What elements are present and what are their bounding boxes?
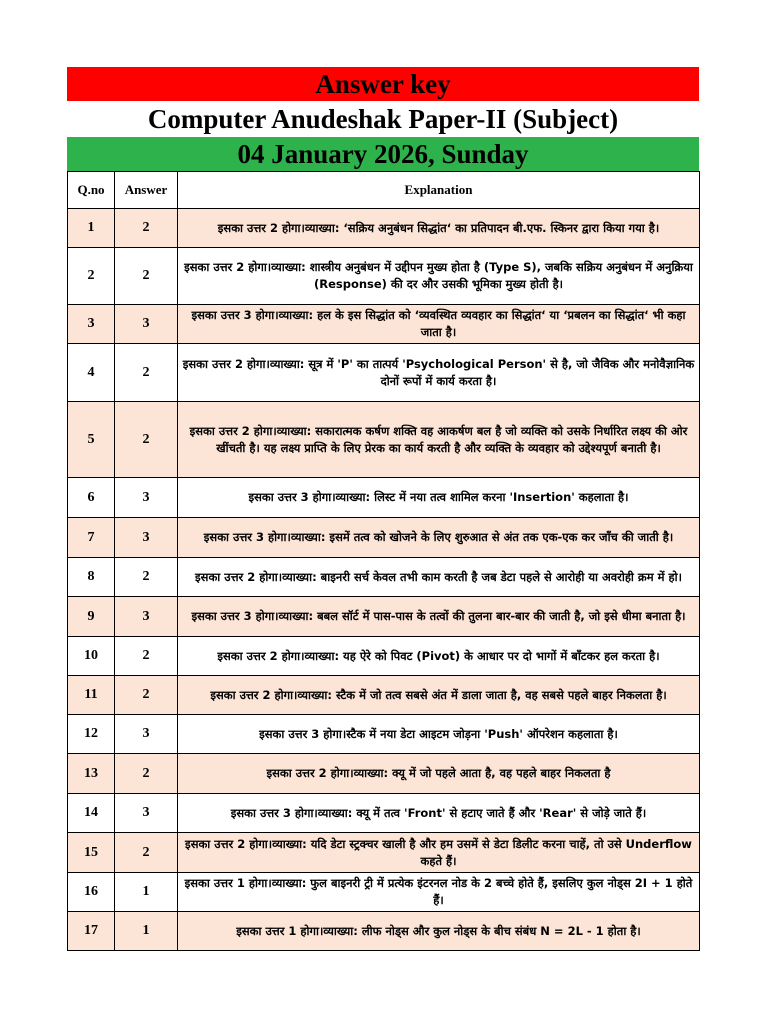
- answer-cell: 3: [115, 305, 178, 344]
- answer-cell: 2: [115, 248, 178, 305]
- explanation-cell: इसका उत्तर 1 होगा।व्याख्या: फुल बाइनरी ट्री में प्रत्येक इंटरनल नोड के 2 बच्चे होते हैं, इसलिए कुल नोड्स 2I + 1 होते हैं।: [178, 873, 700, 912]
- explanation-cell: इसका उत्तर 2 होगा।व्याख्या: ‘सक्रिय अनुबंधन सिद्धांत‘ का प्रतिपादन बी.एफ. स्किनर द्वारा किया गया है।: [178, 209, 700, 248]
- question-number-cell: 2: [68, 248, 115, 305]
- table-row: [68, 558, 700, 597]
- table-row: [68, 305, 700, 344]
- answer-cell: 3: [115, 715, 178, 754]
- answer-cell: 3: [115, 478, 178, 518]
- question-number-cell: 1: [68, 209, 115, 248]
- table-row: [68, 209, 700, 248]
- table-row: [68, 402, 700, 478]
- answer-key-sheet: [67, 67, 699, 951]
- explanation-cell: इसका उत्तर 3 होगा।व्याख्या: इसमें तत्व को खोजने के लिए शुरुआत से अंत तक एक-एक कर जाँच की जाती है।: [178, 518, 700, 558]
- table-row: [68, 248, 700, 305]
- explanation-cell: इसका उत्तर 2 होगा।व्याख्या: यदि डेटा स्ट्रक्चर खाली है और हम उसमें से डेटा डिलीट करना चाहें, तो उसे Underflow कहते हैं।: [178, 833, 700, 873]
- question-number-cell: 15: [68, 833, 115, 873]
- page-title: Answer key: [315, 69, 451, 99]
- table-row: [68, 715, 700, 754]
- subtitle-banner: [67, 101, 699, 137]
- explanation-cell: इसका उत्तर 3 होगा।व्याख्या: क्यू में तत्व 'Front' से हटाए जाते हैं और 'Rear' से जोड़े जाते हैं।: [178, 794, 700, 833]
- table-header-row: [68, 172, 700, 209]
- table-row: [68, 833, 700, 873]
- explanation-cell: इसका उत्तर 3 होगा।व्याख्या: लिस्ट में नया तत्व शामिल करना 'Insertion' कहलाता है।: [178, 478, 700, 518]
- answer-cell: 1: [115, 873, 178, 912]
- table-row: [68, 676, 700, 715]
- table-row: [68, 912, 700, 951]
- table-row: [68, 518, 700, 558]
- explanation-cell: इसका उत्तर 2 होगा।व्याख्या: सकारात्मक कर्षण शक्ति वह आकर्षण बल है जो व्यक्ति को उसके निर्धारित लक्ष्य की ओर खींचती है। यह लक्ष्य प्राप्ति के लिए प्रेरक का कार्य करती है और व्यक्ति के व्यवहार को उद्देश्यपूर्ण बनाती है।: [178, 402, 700, 478]
- exam-date: 04 January 2026, Sunday: [237, 139, 529, 169]
- question-number-cell: 6: [68, 478, 115, 518]
- question-number-cell: 7: [68, 518, 115, 558]
- answer-cell: 3: [115, 794, 178, 833]
- explanation-cell: इसका उत्तर 2 होगा।व्याख्या: बाइनरी सर्च केवल तभी काम करती है जब डेटा पहले से आरोही या अवरोही क्रम में हो।: [178, 558, 700, 597]
- explanation-cell: इसका उत्तर 1 होगा।व्याख्या: लीफ नोड्स और कुल नोड्स के बीच संबंध N = 2L - 1 होता है।: [178, 912, 700, 951]
- explanation-cell: इसका उत्तर 2 होगा।व्याख्या: यह ऐरे को पिवट (Pivot) के आधार पर दो भागों में बाँटकर हल करता है।: [178, 637, 700, 676]
- answer-cell: 2: [115, 209, 178, 248]
- table-row: [68, 873, 700, 912]
- column-header-explanation: Explanation: [178, 172, 700, 209]
- question-number-cell: 16: [68, 873, 115, 912]
- table-body: [68, 209, 700, 951]
- question-number-cell: 5: [68, 402, 115, 478]
- table-row: [68, 478, 700, 518]
- question-number-cell: 13: [68, 754, 115, 794]
- question-number-cell: 8: [68, 558, 115, 597]
- column-header-qno: Q.no: [68, 172, 115, 209]
- question-number-cell: 4: [68, 344, 115, 402]
- table-row: [68, 754, 700, 794]
- explanation-cell: इसका उत्तर 3 होगा।स्टैक में नया डेटा आइटम जोड़ना 'Push' ऑपरेशन कहलाता है।: [178, 715, 700, 754]
- explanation-cell: इसका उत्तर 2 होगा।व्याख्या: शास्त्रीय अनुबंधन में उद्दीपन मुख्य होता है (Type S), जबकि सक्रिय अनुबंधन में अनुक्रिया (Response) की दर और उसकी भूमिका मुख्य होती है।: [178, 248, 700, 305]
- question-number-cell: 14: [68, 794, 115, 833]
- table-row: [68, 794, 700, 833]
- table-row: [68, 637, 700, 676]
- column-header-answer: Answer: [115, 172, 178, 209]
- table-row: [68, 597, 700, 637]
- answer-table: [67, 171, 700, 951]
- date-banner: [67, 137, 699, 171]
- explanation-cell: इसका उत्तर 2 होगा।व्याख्या: स्टैक में जो तत्व सबसे अंत में डाला जाता है, वह सबसे पहले बाहर निकलता है।: [178, 676, 700, 715]
- question-number-cell: 10: [68, 637, 115, 676]
- answer-cell: 3: [115, 518, 178, 558]
- answer-cell: 2: [115, 676, 178, 715]
- answer-cell: 3: [115, 597, 178, 637]
- answer-cell: 2: [115, 558, 178, 597]
- explanation-cell: इसका उत्तर 3 होगा।व्याख्या: बबल सॉर्ट में पास-पास के तत्वों की तुलना बार-बार की जाती है, जो इसे धीमा बनाता है।: [178, 597, 700, 637]
- answer-cell: 2: [115, 754, 178, 794]
- explanation-cell: इसका उत्तर 2 होगा।व्याख्या: क्यू में जो पहले आता है, वह पहले बाहर निकलता है: [178, 754, 700, 794]
- explanation-cell: इसका उत्तर 2 होगा।व्याख्या: सूत्र में 'P' का तात्पर्य 'Psychological Person' से है, जो जैविक और मनोवैज्ञानिक दोनों रूपों में कार्य करता है।: [178, 344, 700, 402]
- paper-subtitle: Computer Anudeshak Paper-II (Subject): [147, 104, 619, 134]
- answer-cell: 1: [115, 912, 178, 951]
- question-number-cell: 17: [68, 912, 115, 951]
- explanation-cell: इसका उत्तर 3 होगा।व्याख्या: हल के इस सिद्धांत को ‘व्यवस्थित व्यवहार का सिद्धांत‘ या ‘प्रबलन का सिद्धांत‘ भी कहा जाता है।: [178, 305, 700, 344]
- answer-cell: 2: [115, 637, 178, 676]
- question-number-cell: 12: [68, 715, 115, 754]
- table-row: [68, 344, 700, 402]
- question-number-cell: 9: [68, 597, 115, 637]
- answer-cell: 2: [115, 402, 178, 478]
- question-number-cell: 11: [68, 676, 115, 715]
- question-number-cell: 3: [68, 305, 115, 344]
- answer-cell: 2: [115, 344, 178, 402]
- answer-cell: 2: [115, 833, 178, 873]
- title-banner: [67, 67, 699, 101]
